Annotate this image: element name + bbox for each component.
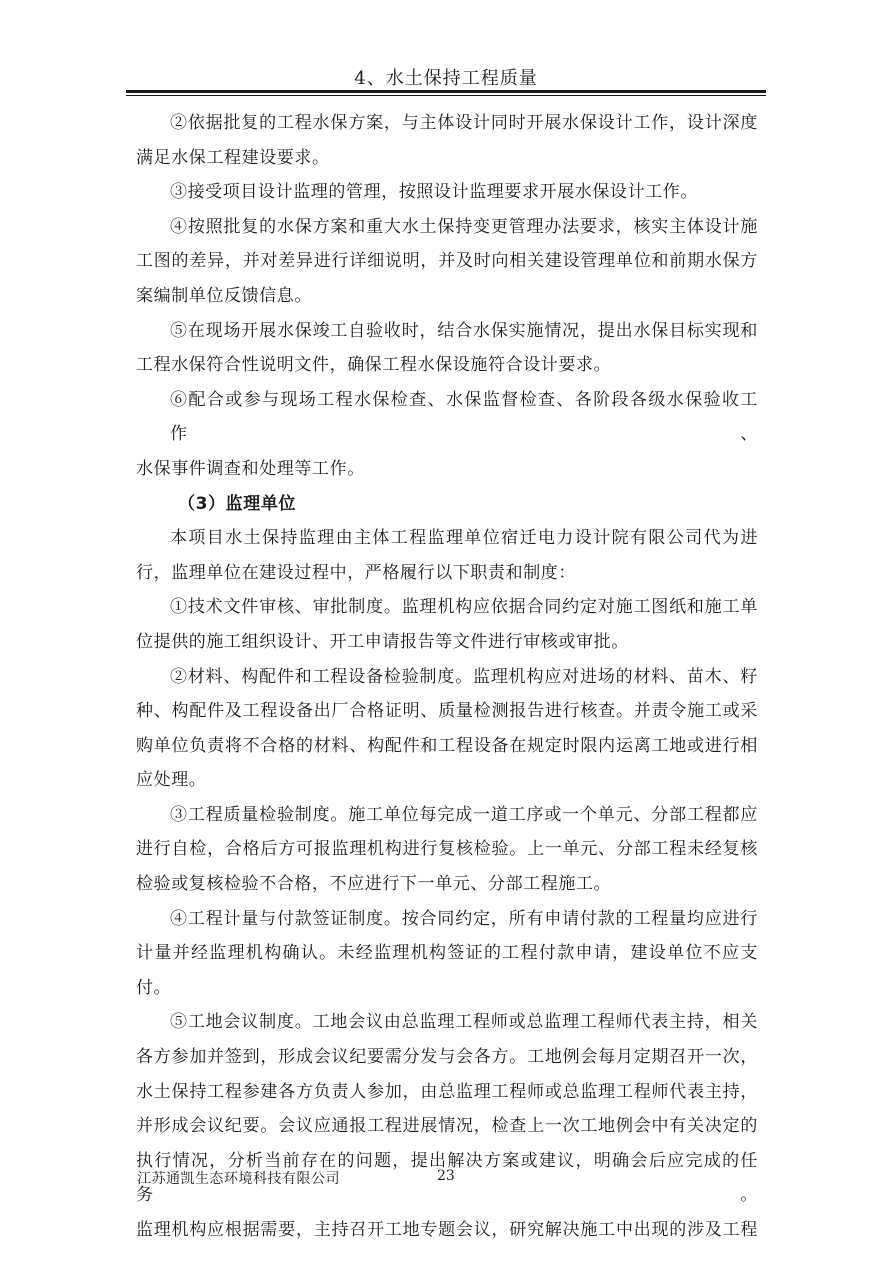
- text-line: ⑤工地会议制度。工地会议由总监理工程师或总监理工程师代表主持，相关: [170, 1012, 758, 1033]
- paragraph: [136, 521, 758, 590]
- text-line: 种、构配件及工程设备出厂合格证明、质量检测报告进行核查。并责令施工或采: [136, 701, 758, 722]
- text-line: 监理机构应根据需要，主持召开工地专题会议，研究解决施工中出现的涉及工程: [136, 1220, 758, 1240]
- text-line: ③工程质量检验制度。施工单位每完成一道工序或一个单元、分部工程都应: [170, 804, 758, 825]
- page-header-title: 4、水土保持工程质量: [354, 68, 538, 89]
- text-line: 进行自检，合格后方可报监理机构进行复核检验。上一单元、分部工程未经复核: [136, 839, 758, 860]
- text-line: 水保事件调查和处理等工作。: [136, 458, 365, 479]
- section-heading: （3）监理单位: [178, 493, 297, 514]
- text-line: ②材料、构配件和工程设备检验制度。监理机构应对进场的材料、苗木、籽: [170, 666, 758, 687]
- text-line: 并形成会议纪要。会议应通报工程进展情况，检查上一次工地例会中有关决定的: [136, 1116, 758, 1137]
- text-line: 计量并经监理机构确认。未经监理机构签证的工程付款申请，建设单位不应支付。: [136, 943, 758, 998]
- body-text: [136, 106, 758, 1248]
- text-line: ②依据批复的工程水保方案，与主体设计同时开展水保设计工作，设计深度: [170, 113, 758, 133]
- text-line: ⑤在现场开展水保竣工自验收时，结合水保实施情况，提出水保目标实现和: [170, 320, 758, 341]
- header-rule-thin: [126, 95, 766, 96]
- text-line: 案编制单位反馈信息。: [136, 285, 312, 306]
- text-line: ①技术文件审核、审批制度。监理机构应依据合同约定对施工图纸和施工单: [170, 597, 758, 618]
- paragraph: [136, 175, 758, 210]
- text-line: ④工程计量与付款签证制度。按合同约定，所有申请付款的工程量均应进行: [170, 908, 758, 929]
- text-line: ③接受项目设计监理的管理，按照设计监理要求开展水保设计工作。: [170, 182, 698, 203]
- paragraph: [136, 660, 758, 798]
- paragraph: [136, 106, 758, 175]
- paragraph: [136, 314, 758, 383]
- paragraph: [136, 1005, 758, 1247]
- paragraph: [136, 590, 758, 659]
- text-line: 位提供的施工组织设计、开工申请报告等文件进行审核或审批。: [136, 631, 629, 652]
- text-line: 工图的差异，并对差异进行详细说明，并及时向相关建设管理单位和前期水保方: [136, 251, 758, 272]
- paragraph: [136, 210, 758, 314]
- text-line: 行，监理单位在建设过程中，严格履行以下职责和制度：: [136, 562, 576, 583]
- text-line: ④按照批复的水保方案和重大水土保持变更管理办法要求，核实主体设计施: [170, 216, 758, 237]
- paragraph: [136, 798, 758, 902]
- text-line: 满足水保工程建设要求。: [136, 147, 330, 168]
- text-line: 检验或复核检验不合格，不应进行下一单元、分部工程施工。: [136, 874, 612, 895]
- text-line: 本项目水土保持监理由主体工程监理单位宿迁电力设计院有限公司代为进: [170, 528, 758, 549]
- paragraph: [136, 902, 758, 1006]
- footer-page-number: 23: [437, 1168, 455, 1184]
- text-line: 水土保持工程参建各方负责人参加，由总监理工程师或总监理工程师代表主持，: [136, 1081, 758, 1102]
- header-rule-thick: [126, 90, 766, 93]
- text-line: 应处理。: [136, 770, 207, 791]
- text-line: 工程水保符合性说明文件，确保工程水保设施符合设计要求。: [136, 355, 612, 376]
- text-line: ⑥配合或参与现场工程水保检查、水保监督检查、各阶段各级水保验收工作、: [170, 389, 758, 445]
- footer-company-name: 江苏通凯生态环境科技有限公司: [137, 1171, 340, 1187]
- paragraph: [136, 383, 758, 487]
- text-line: 执行情况，分析当前存在的问题，提出解决方案或建议，明确会后应完成的任务。: [136, 1150, 758, 1206]
- text-line: 各方参加并签到，形成会议纪要需分发与会各方。工地例会每月定期召开一次，: [136, 1047, 758, 1068]
- text-line: 购单位负责将不合格的材料、构配件和工程设备在规定时限内运离工地或进行相: [136, 735, 758, 756]
